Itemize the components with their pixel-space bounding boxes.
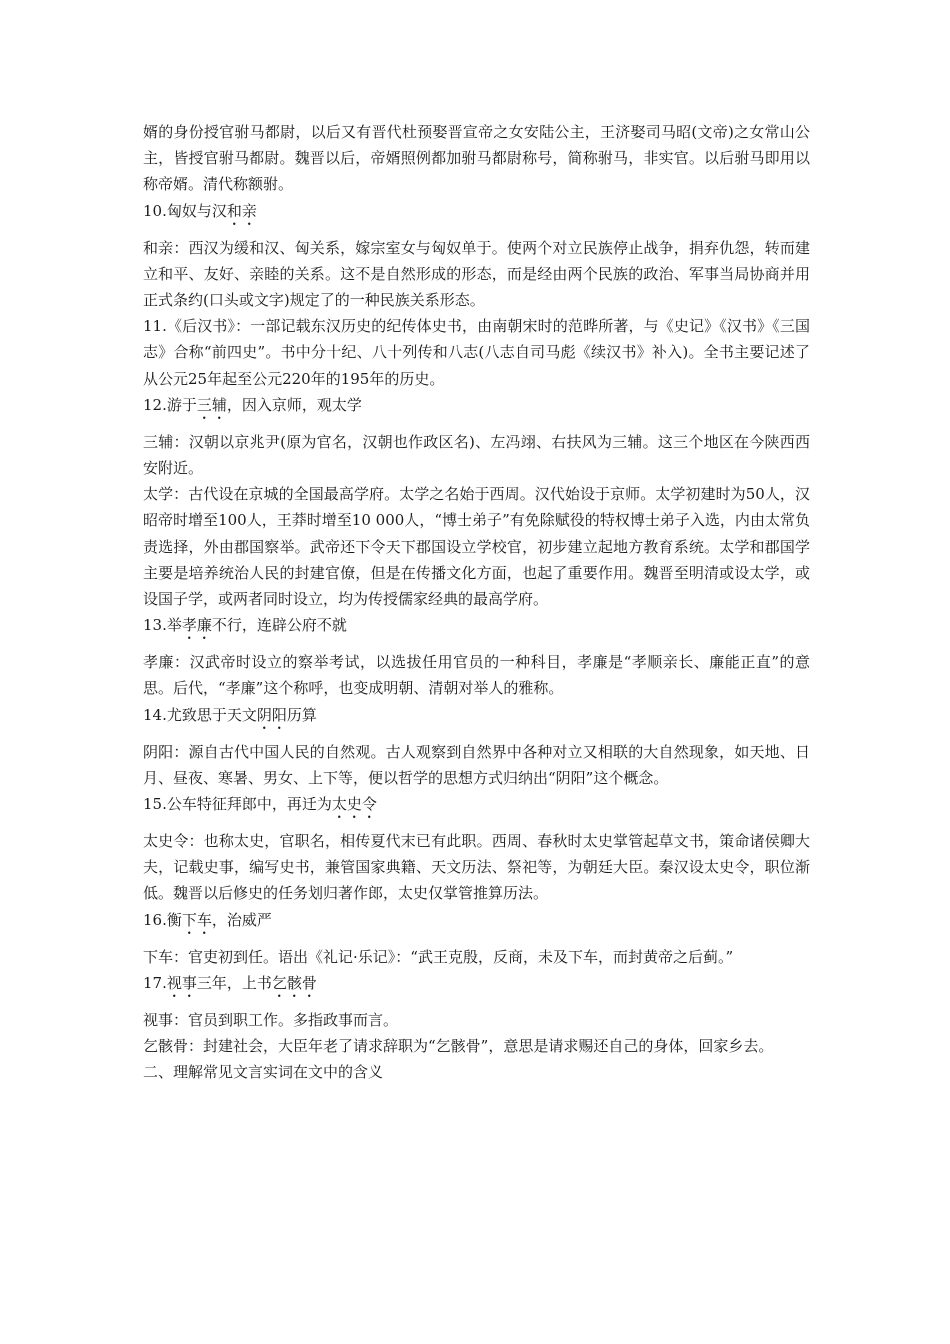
document-page (143, 119, 810, 1085)
emphasized-term: 和亲 (226, 201, 257, 220)
paragraph-qihaigu: 乞骸骨：封建社会，大臣年老了请求辞职为“乞骸骨”，意思是请求赐还自己的身体，回家乡去。 (143, 1037, 774, 1056)
paragraph-sanfu: 三辅：汉朝以京兆尹(原为官名，汉朝也作政区名)、左冯翊、右扶风为三辅。这三个地区在今陕西西安附近。 (143, 432, 810, 478)
heading-xiache: 16.衡下车，治威严 (143, 910, 272, 929)
emphasized-term: 三辅 (196, 395, 227, 414)
paragraph-xiaolian: 孝廉：汉武帝时设立的察举考试，以选拔任用官员的一种科目，孝廉是“孝顺亲长、廉能正直”的意思。后代，“孝廉”这个称呼，也变成明朝、清朝对举人的雅称。 (143, 653, 810, 698)
emphasized-term: 下车 (181, 910, 212, 929)
heading-shishi: 17.视事三年，上书乞骸骨 (143, 973, 317, 992)
heading-xiaolian: 13.举孝廉不行，连辟公府不就 (143, 616, 347, 635)
heading-heqin: 10.匈奴与汉和亲 (143, 201, 257, 220)
emphasized-term: 阴阳 (256, 705, 287, 724)
emphasized-term: 太史令 (331, 795, 377, 814)
heading-taishiling: 15.公车特征拜郎中，再迁为太史令 (143, 795, 377, 814)
emphasized-term: 孝廉 (181, 616, 212, 635)
heading-sanfu: 12.游于三辅，因入京师，观太学 (143, 395, 362, 414)
paragraph-shishi: 视事：官员到职工作。多指政事而言。 (143, 1010, 399, 1029)
paragraph-xiache: 下车：官吏初到任。语出《礼记·乐记》：“武王克殷，反商，未及下车，而封黄帝之后蓟。” (143, 947, 734, 966)
emphasized-term: 视事 (166, 973, 197, 992)
paragraph-taishiling: 太史令：也称太史，官职名，相传夏代末已有此职。西周、春秋时太史掌管起草文书，策命诸侯卿大夫，记载史事，编写史书，兼管国家典籍、天文历法、祭祀等，为朝廷大臣。秦汉设太史令，职位渐低。魏晋以后修史的任务划归著作郎，太史仅掌管推算历法。 (143, 832, 810, 903)
section-heading: 二、理解常见文言实词在文中的含义 (143, 1063, 384, 1082)
paragraph-taixue: 太学：古代设在京城的全国最高学府。太学之名始于西周。汉代始设于京师。太学初建时为50人，汉昭帝时增至100人，王莽时增至10 000人，“博士弟子”有免除赋役的特权博士弟子入选，内由太常负责选择，外由郡国察举。武帝还下令天下郡国设立学校官，初步建立起地方教育系统。太学和郡国学主要是培养统治人民的封建官僚，但是在传播文化方面，也起了重要作用。魏晋至明清或设太学，或设国子学，或两者同时设立，均为传授儒家经典的最高学府。 (143, 485, 810, 609)
heading-yinyang: 14.尤致思于天文阴阳历算 (143, 705, 317, 724)
paragraph-houhanshu: 11.《后汉书》：一部记载东汉历史的纪传体史书，由南朝宋时的范晔所著，与《史记》《汉书》《三国志》合称“前四史”。书中分十纪、八十列传和八志(八志自司马彪《续汉书》补入)。全书主要记述了从公元25年起至公元220年的195年的历史。 (143, 317, 810, 388)
paragraph-heqin: 和亲：西汉为缓和汉、匈关系，嫁宗室女与匈奴单于。使两个对立民族停止战争，捐弃仇怨，转而建立和平、友好、亲睦的关系。这不是自然形成的形态，而是经由两个民族的政治、军事当局协商并用正式条约(口头或文字)规定了的一种民族关系形态。 (143, 238, 810, 310)
emphasized-term: 乞骸骨 (271, 973, 317, 992)
paragraph-fuma: 婿的身份授官驸马都尉，以后又有晋代杜预娶晋宣帝之女安陆公主，王济娶司马昭(文帝)之女常山公主，皆授官驸马都尉。魏晋以后，帝婿照例都加驸马都尉称号，简称驸马，非实官。以后驸马即用以称帝婿。清代称额驸。 (143, 123, 810, 194)
paragraph-yinyang: 阴阳：源自古代中国人民的自然观。古人观察到自然界中各种对立又相联的大自然现象，如天地、日月、昼夜、寒暑、男女、上下等，便以哲学的思想方式归纳出“阴阳”这个概念。 (143, 742, 810, 787)
